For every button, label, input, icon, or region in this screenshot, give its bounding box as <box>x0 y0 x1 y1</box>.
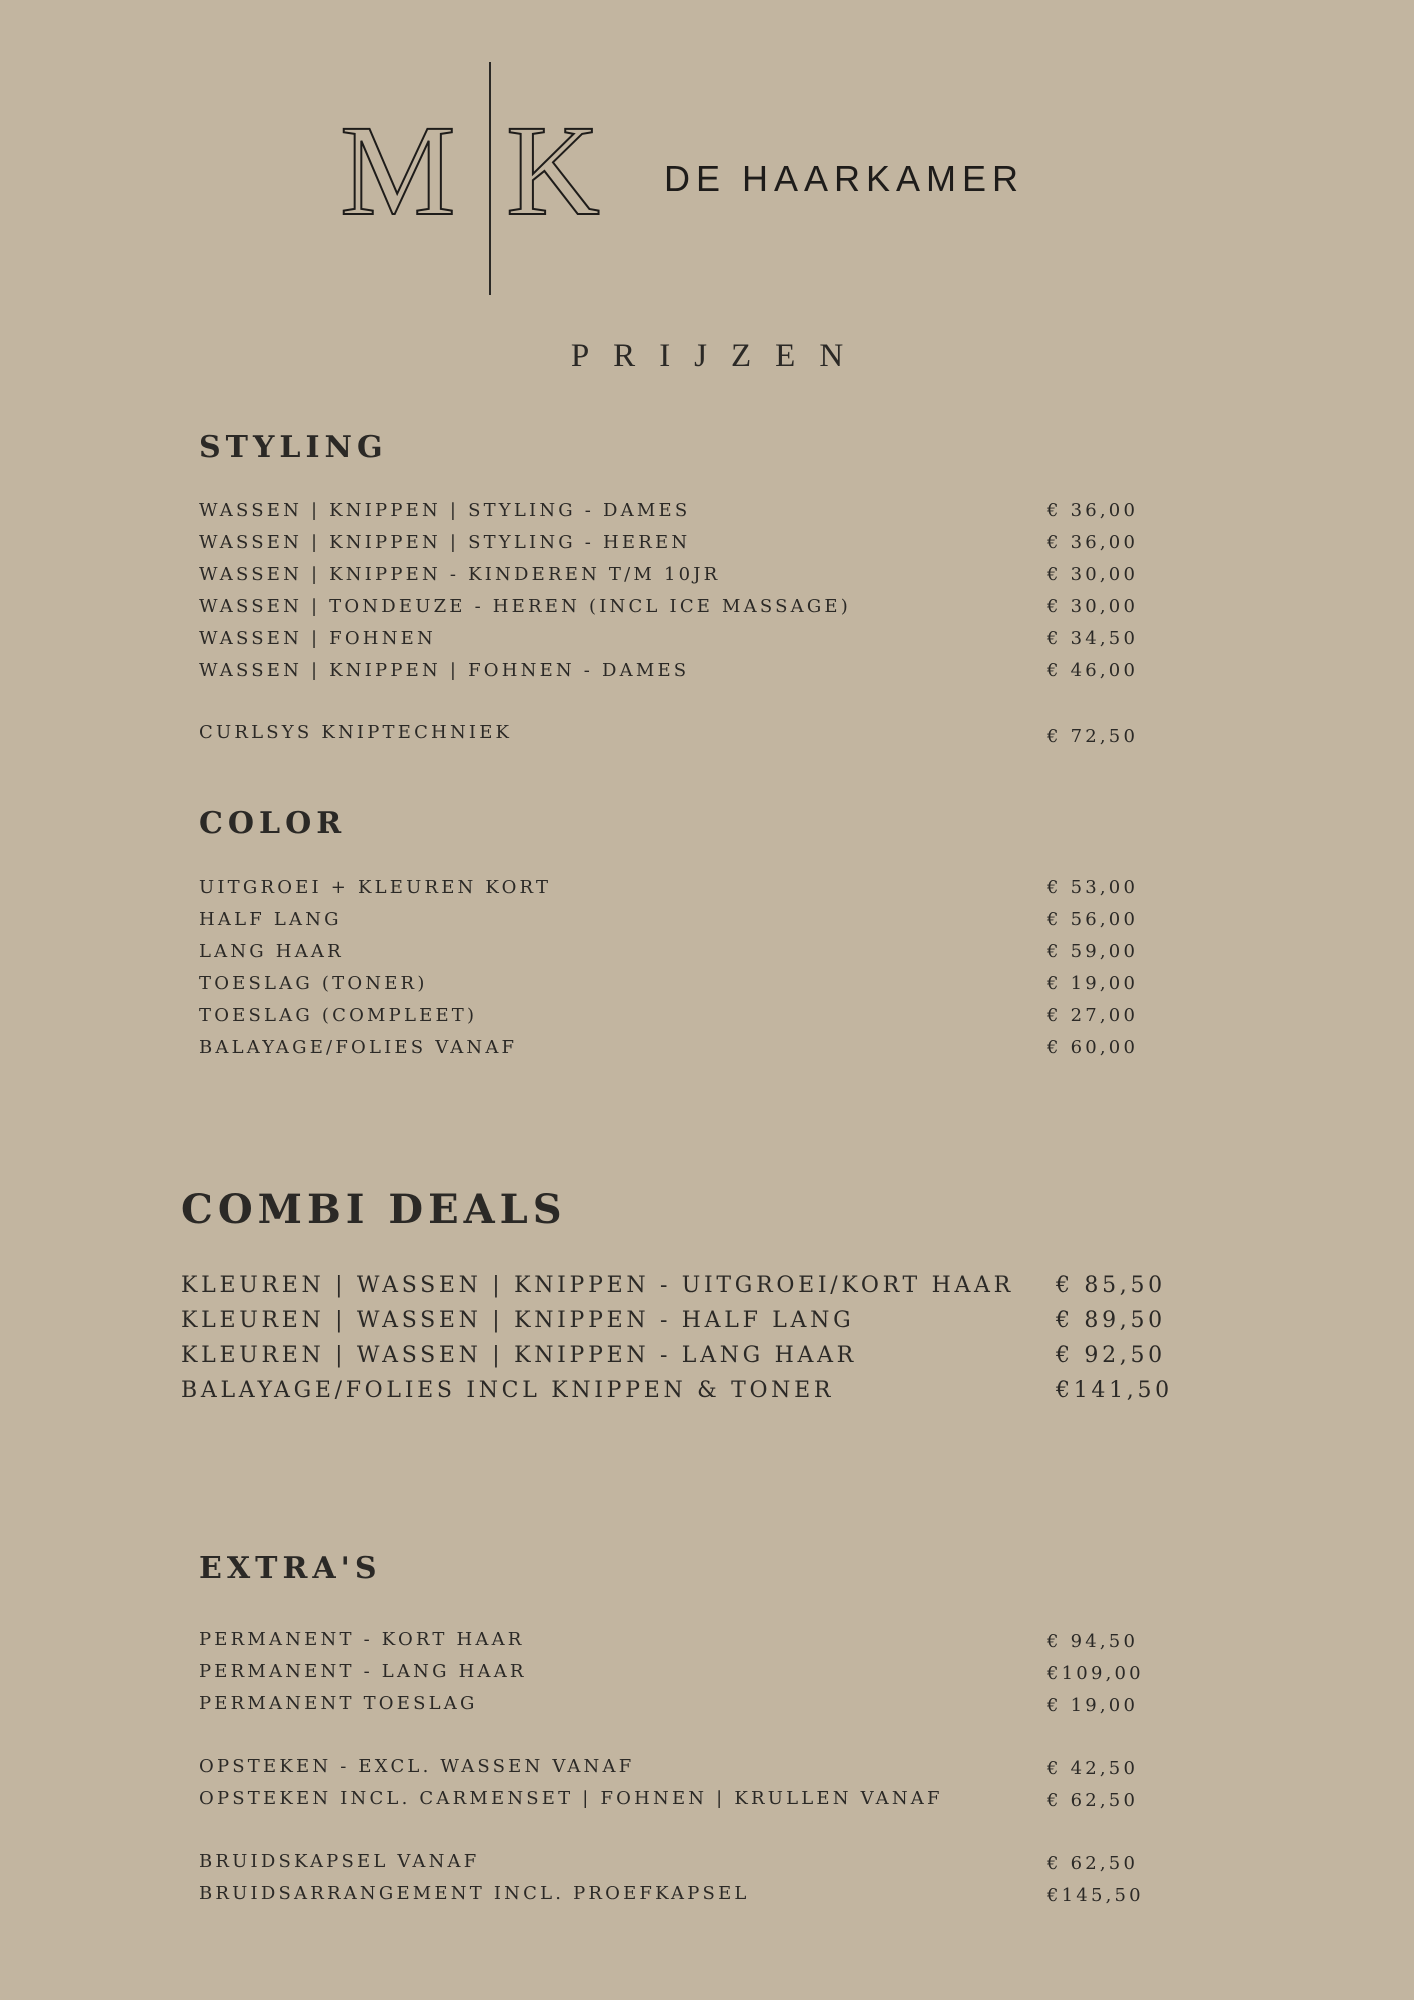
price-row <box>199 628 1149 660</box>
service-name: LANG HAAR <box>199 941 344 962</box>
price-row <box>199 1851 1149 1883</box>
page-title: PRIJZEN <box>570 338 868 374</box>
price-row <box>181 1343 1181 1375</box>
service-name: WASSEN | KNIPPEN | FOHNEN - DAMES <box>199 660 690 681</box>
price-row <box>181 1308 1181 1340</box>
price-row <box>199 973 1149 1005</box>
logo-divider <box>489 62 491 295</box>
price-row <box>199 909 1149 941</box>
service-price: € 89,50 <box>1056 1308 1166 1333</box>
service-name: WASSEN | KNIPPEN - KINDEREN T/M 10JR <box>199 564 721 585</box>
service-price: € 30,00 <box>1047 596 1139 617</box>
service-price: € 62,50 <box>1047 1790 1139 1811</box>
section-title-styling: STYLING <box>199 430 388 465</box>
service-name: CURLSYS KNIPTECHNIEK <box>199 722 513 743</box>
service-price: €145,50 <box>1047 1885 1144 1906</box>
section-title-color: COLOR <box>199 806 347 841</box>
service-price: € 46,00 <box>1047 660 1139 681</box>
service-name: PERMANENT TOESLAG <box>199 1693 478 1714</box>
service-name: KLEUREN | WASSEN | KNIPPEN - UITGROEI/KORT HAAR <box>181 1273 1014 1298</box>
service-price: € 94,50 <box>1047 1631 1139 1652</box>
service-price: € 59,00 <box>1047 941 1139 962</box>
price-row <box>199 941 1149 973</box>
price-row <box>199 1693 1149 1725</box>
price-row <box>199 1756 1149 1788</box>
price-row <box>181 1378 1181 1410</box>
price-row <box>199 877 1149 909</box>
price-row <box>199 532 1149 564</box>
service-price: € 34,50 <box>1047 628 1139 649</box>
price-row <box>199 500 1149 532</box>
price-row <box>199 1883 1149 1915</box>
service-price: € 30,00 <box>1047 564 1139 585</box>
price-row <box>199 1005 1149 1037</box>
service-name: PERMANENT - KORT HAAR <box>199 1629 525 1650</box>
service-price: € 42,50 <box>1047 1758 1139 1779</box>
service-name: KLEUREN | WASSEN | KNIPPEN - HALF LANG <box>181 1308 855 1333</box>
service-name: BALAYAGE/FOLIES INCL KNIPPEN & TONER <box>181 1378 835 1403</box>
price-row <box>199 1661 1149 1693</box>
service-price: € 85,50 <box>1056 1273 1166 1298</box>
service-price: € 36,00 <box>1047 532 1139 553</box>
service-name: WASSEN | FOHNEN <box>199 628 436 649</box>
logo-subtitle: DE HAARKAMER <box>664 158 1025 199</box>
service-name: KLEUREN | WASSEN | KNIPPEN - LANG HAAR <box>181 1343 857 1368</box>
logo-letter-m: M <box>340 99 456 243</box>
service-name: OPSTEKEN INCL. CARMENSET | FOHNEN | KRULLEN VANAF <box>199 1788 943 1809</box>
service-price: € 19,00 <box>1047 973 1139 994</box>
service-name: BRUIDSARRANGEMENT INCL. PROEFKAPSEL <box>199 1883 750 1904</box>
service-name: BALAYAGE/FOLIES VANAF <box>199 1037 518 1058</box>
price-row <box>199 596 1149 628</box>
price-row <box>199 1629 1149 1661</box>
price-row <box>181 1273 1181 1305</box>
service-price: €109,00 <box>1047 1663 1144 1684</box>
service-price: € 56,00 <box>1047 909 1139 930</box>
price-row <box>199 660 1149 692</box>
service-price: € 36,00 <box>1047 500 1139 521</box>
service-name: HALF LANG <box>199 909 342 930</box>
service-name: WASSEN | KNIPPEN | STYLING - HEREN <box>199 532 691 553</box>
service-price: €141,50 <box>1056 1378 1173 1403</box>
price-row <box>199 564 1149 596</box>
service-price: € 92,50 <box>1056 1343 1166 1368</box>
price-row <box>199 1037 1149 1069</box>
service-name: TOESLAG (COMPLEET) <box>199 1005 478 1026</box>
section-title-combi-deals: COMBI DEALS <box>181 1186 567 1233</box>
service-name: OPSTEKEN - EXCL. WASSEN VANAF <box>199 1756 635 1777</box>
logo-letter-k: K <box>506 99 600 243</box>
price-row <box>199 722 1149 754</box>
service-name: TOESLAG (TONER) <box>199 973 428 994</box>
service-price: € 27,00 <box>1047 1005 1139 1026</box>
price-row <box>199 1788 1149 1820</box>
section-title-extras: EXTRA'S <box>199 1551 382 1586</box>
service-price: € 19,00 <box>1047 1695 1139 1716</box>
service-price: € 62,50 <box>1047 1853 1139 1874</box>
service-name: WASSEN | KNIPPEN | STYLING - DAMES <box>199 500 691 521</box>
service-name: WASSEN | TONDEUZE - HEREN (INCL ICE MASSAGE) <box>199 596 851 617</box>
service-name: PERMANENT - LANG HAAR <box>199 1661 527 1682</box>
service-price: € 53,00 <box>1047 877 1139 898</box>
service-name: UITGROEI + KLEUREN KORT <box>199 877 552 898</box>
service-price: € 72,50 <box>1047 726 1139 747</box>
service-name: BRUIDSKAPSEL VANAF <box>199 1851 480 1872</box>
service-price: € 60,00 <box>1047 1037 1139 1058</box>
